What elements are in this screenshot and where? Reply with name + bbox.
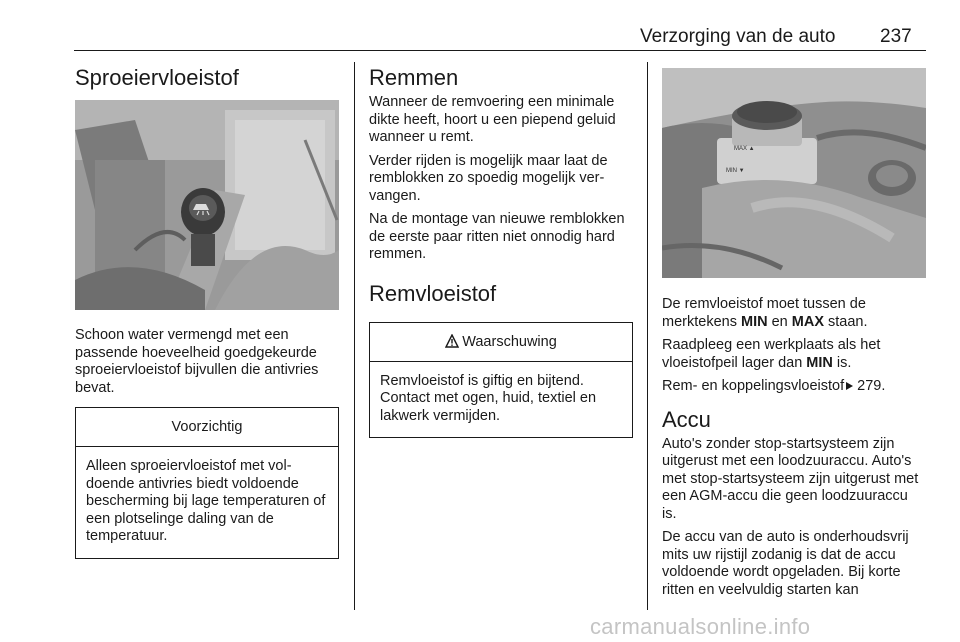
warning-body: Remvloeistof is giftig en bijtend. Contact met ogen, huid, textiel en lakwerk vermijden. <box>380 372 597 424</box>
section-heading-remmen: Remmen <box>369 65 459 90</box>
battery-paragraph-2: De accu van de auto is onderhoudsvrij mits uw rijstijl zodanig is dat de accu voldoende wordt opgeladen. Bij korte ritten en veelvuldig starten kan <box>662 529 909 598</box>
running-header-title: Verzorging van de auto <box>640 26 836 47</box>
caution-title: Voorzichtig <box>76 408 338 447</box>
text-run: en <box>767 313 792 330</box>
column-divider-2 <box>647 62 648 610</box>
brake-fluid-reservoir-photo <box>662 68 926 278</box>
warning-box <box>369 322 633 439</box>
section-heading-accu: Accu <box>662 406 711 432</box>
cross-reference-text: Rem- en koppelingsvloeistof <box>662 378 845 394</box>
cross-reference[interactable] <box>662 378 926 396</box>
brake-fluid-paragraph-1 <box>662 296 926 331</box>
text-run: De remvloeistof moet tussen de merktekens <box>662 296 866 330</box>
header-rule <box>74 50 926 51</box>
text-run: staan. <box>824 313 868 330</box>
column-2 <box>369 64 633 438</box>
column-3 <box>662 68 926 605</box>
section-heading-sproeiervloeistof: Sproeiervloeistof <box>75 65 239 90</box>
warning-header <box>370 323 632 362</box>
page-reference-arrow-icon <box>846 382 853 390</box>
brakes-paragraph-1: Wanneer de remvoering een minimale dikte heeft, hoort u een piepend geluid wanneer u remt. <box>369 94 616 145</box>
min-label: MIN <box>740 313 768 330</box>
min-mark: MIN ▼ <box>726 168 745 174</box>
warning-triangle-icon <box>445 334 459 348</box>
battery-paragraph-1: Auto's zonder stop-startsysteem zijn uitgerust met een loodzuuraccu. Auto's met stop-startsysteem zijn uitgerust met een AGM-accu die geen loodzuuraccu is. <box>662 435 919 522</box>
section-heading-remvloeistof: Remvloeistof <box>369 280 497 306</box>
min-label: MIN <box>806 354 833 371</box>
washer-fluid-paragraph: Schoon water vermengd met een passende hoeveelheid goedgekeurde sproeiervloeistof bijvullen die antivries bevat. <box>75 327 319 396</box>
text-run: Raadpleeg een werkplaats als het vloeistofpeil lager dan <box>662 337 881 371</box>
caution-box <box>75 407 339 559</box>
cross-reference-page: 279. <box>857 378 886 394</box>
text-run: is. <box>832 354 852 371</box>
brake-fluid-paragraph-2 <box>662 337 926 372</box>
brakes-paragraph-2: Verder rijden is mogelijk maar laat de remblokken zo spoedig mogelijk vervangen. <box>369 152 608 204</box>
column-1 <box>75 64 339 559</box>
brakes-paragraph-3: Na de montage van nieuwe remblokken de eerste paar ritten niet onnodig hard remmen. <box>369 211 625 262</box>
max-mark: MAX ▲ <box>734 146 755 152</box>
max-label: MAX <box>791 313 824 330</box>
caution-body: Alleen sproeiervloeistof met voldoende antivries biedt voldoende bescherming bij lage temperaturen of een plotselinge daling van de temperatuur. <box>86 458 326 544</box>
page-number: 237 <box>880 26 912 47</box>
column-divider-1 <box>354 62 355 610</box>
warning-title: Waarschuwing <box>462 333 557 350</box>
washer-reservoir-photo <box>75 100 339 310</box>
watermark: carmanualsonline.info <box>590 614 811 639</box>
